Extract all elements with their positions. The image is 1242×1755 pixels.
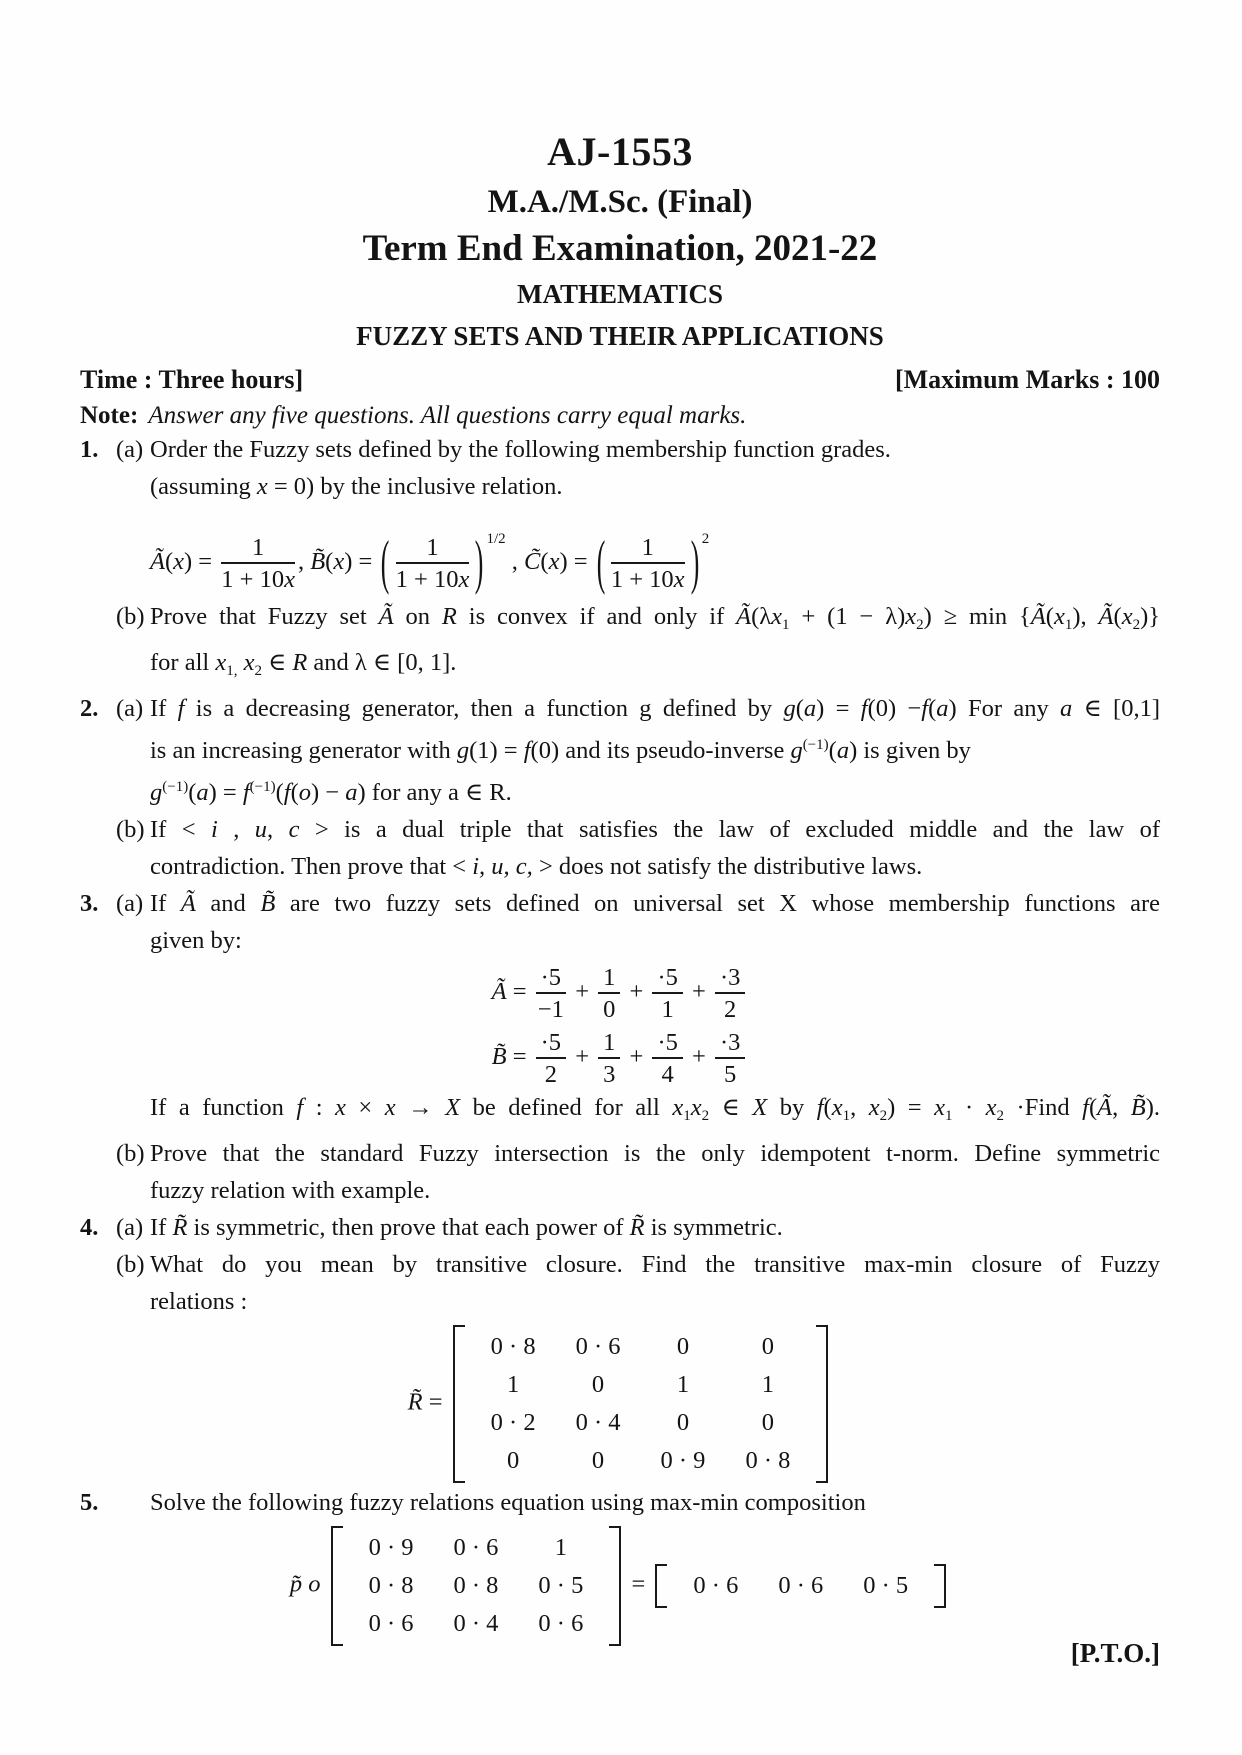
note-row	[80, 402, 1160, 430]
q2a-row2	[80, 728, 1160, 768]
q2a-line1: If f is a decreasing generator, then a function g defined by g(a) = f(0) −f(a) For any a ∈ [0,1]	[150, 694, 1160, 722]
q4b-line1: What do you mean by transitive closure. Find the transitive max-min closure of Fuzzy	[150, 1250, 1160, 1278]
pto-marker: [P.T.O.]	[1070, 1638, 1160, 1668]
q4a-label: (a)	[116, 1213, 144, 1241]
subject-title: MATHEMATICS	[516, 279, 723, 309]
q1a-label: (a)	[116, 436, 144, 463]
header	[80, 128, 1160, 352]
q2a-line2: is an increasing generator with g(1) = f(0) and its pseudo-inverse $g^{(-1)}(a)$ is given by	[150, 736, 971, 764]
note-label: Note:	[80, 402, 139, 429]
q2b-row	[80, 812, 1160, 847]
q3b-row2	[80, 1173, 1160, 1208]
q4a-line1: If R̃ is symmetric, then prove that each power of R̃ is symmetric.	[150, 1213, 783, 1241]
q5-number: 5.	[80, 1488, 99, 1516]
q3a-label: (a)	[116, 889, 144, 917]
q1b-row2	[80, 645, 1160, 689]
paper-title: FUZZY SETS AND THEIR APPLICATIONS	[356, 321, 884, 351]
q4b-row2	[80, 1284, 1160, 1319]
q4b-line2: relations :	[150, 1287, 248, 1315]
q1a-formula-row	[80, 506, 1160, 597]
program-title: M.A./M.Sc. (Final)	[487, 184, 753, 220]
exam-title: Term End Examination, 2021-22	[362, 228, 878, 269]
q5-line1: Solve the following fuzzy relations equation using max-min composition	[150, 1488, 866, 1516]
q1-number: 1.	[80, 436, 99, 463]
q4-relation-matrix: R̃ = 0 · 8 0 · 6 0 0 1 0 1 1 0 · 2 0 · 4 0 0 0 0 0 · 9 0 · 8	[80, 1325, 1160, 1483]
q5-row	[80, 1485, 1160, 1520]
paper-code: AJ-1553	[547, 129, 693, 174]
q2a-row3	[80, 770, 1160, 810]
note-text: Answer any five questions. All questions carry equal marks.	[148, 402, 747, 429]
time-marks-row	[80, 365, 1160, 395]
q2b-label: (b)	[116, 815, 145, 843]
time-allowed: Time : Three hours]	[80, 365, 304, 394]
q1a-row	[80, 432, 1160, 467]
q1a-row2	[80, 469, 1160, 504]
q5-equation: p̃ o 0 · 9 0 · 6 1 0 · 8 0 · 8 0 · 5 0 · 6 0 · 4 0 · 6 = 0 · 6 0 · 6 0 · 5	[80, 1526, 1160, 1646]
q3-membership-A: Ã = $\frac{\cdot 5}{-1}$ + $\frac{1}{0}$ + $\frac{\cdot 5}{1}$ + $\frac{\cdot 3}{2}$	[80, 964, 1160, 1023]
q2a-line3: $g^{(-1)}(a) = f^{(-1)}(f(o) - a)$ for any a ∈ R.	[150, 778, 512, 806]
q1b-row	[80, 599, 1160, 643]
q4-number: 4.	[80, 1213, 99, 1241]
q3b-label: (b)	[116, 1139, 145, 1167]
q4b-row	[80, 1247, 1160, 1282]
q3b-row	[80, 1136, 1160, 1171]
q3a-row3	[80, 1090, 1160, 1134]
q2b-line2: contradiction. Then prove that < i, u, c, > does not satisfy the distributive laws.	[150, 852, 923, 880]
q3-number: 3.	[80, 889, 99, 917]
q2a-row	[80, 691, 1160, 726]
q3a-row2	[80, 923, 1160, 958]
q1b-line1: Prove that Fuzzy set Ã on R is convex if and only if $Ã(\lambda x_1 + (1 - \lambda)x_2) \ge \min$ {$Ã(x_1)$, $Ã(x_2)$}	[150, 602, 1160, 633]
q3a-line2: given by:	[150, 926, 242, 954]
q4a-row	[80, 1210, 1160, 1245]
q3b-line2: fuzzy relation with example.	[150, 1176, 431, 1204]
q2b-row2	[80, 849, 1160, 884]
q3a-row	[80, 886, 1160, 921]
q3a-line3: If a function f : x × x → X be defined for all $x_1x_2$ ∈ X by $f(x_1$, $x_2) = x_1 \cdot x_2$ ·Find f(Ã, B̃).	[150, 1093, 1161, 1124]
q1a-formula: Ã(x) = $\frac{1}{1 + 10x}$ , B̃(x) = ( $\frac{1}{1 + 10x}$ ) $^{1/2}$ , C̃(x) = ( $\frac{1}{1 + 10x}$ ) $^2$	[150, 530, 710, 597]
q4b-label: (b)	[116, 1250, 145, 1278]
q3-membership-B: B̃ = $\frac{\cdot 5}{2}$ + $\frac{1}{3}$ + $\frac{\cdot 5}{4}$ + $\frac{\cdot 3}{5}$	[80, 1029, 1160, 1088]
q2a-label: (a)	[116, 694, 144, 722]
q1a-line1: Order the Fuzzy sets defined by the following membership function grades.	[150, 436, 891, 463]
q3b-line1: Prove that the standard Fuzzy intersection is the only idempotent t-norm. Define symmetric	[150, 1139, 1160, 1167]
q2-number: 2.	[80, 694, 99, 722]
q1b-label: (b)	[116, 602, 145, 630]
q2b-line1: If < i , u, c > is a dual triple that satisfies the law of excluded middle and the law of	[150, 815, 1161, 843]
q1a-line2: (assuming x = 0) by the inclusive relation.	[150, 473, 563, 500]
max-marks: [Maximum Marks : 100	[894, 365, 1160, 394]
q3a-line1: If Ã and B̃ are two fuzzy sets defined on universal set X whose membership functions are	[150, 889, 1161, 917]
q1b-line2: for all $x_{1,}$ $x_2$ ∈ R and λ ∈ [0, 1].	[150, 648, 457, 679]
